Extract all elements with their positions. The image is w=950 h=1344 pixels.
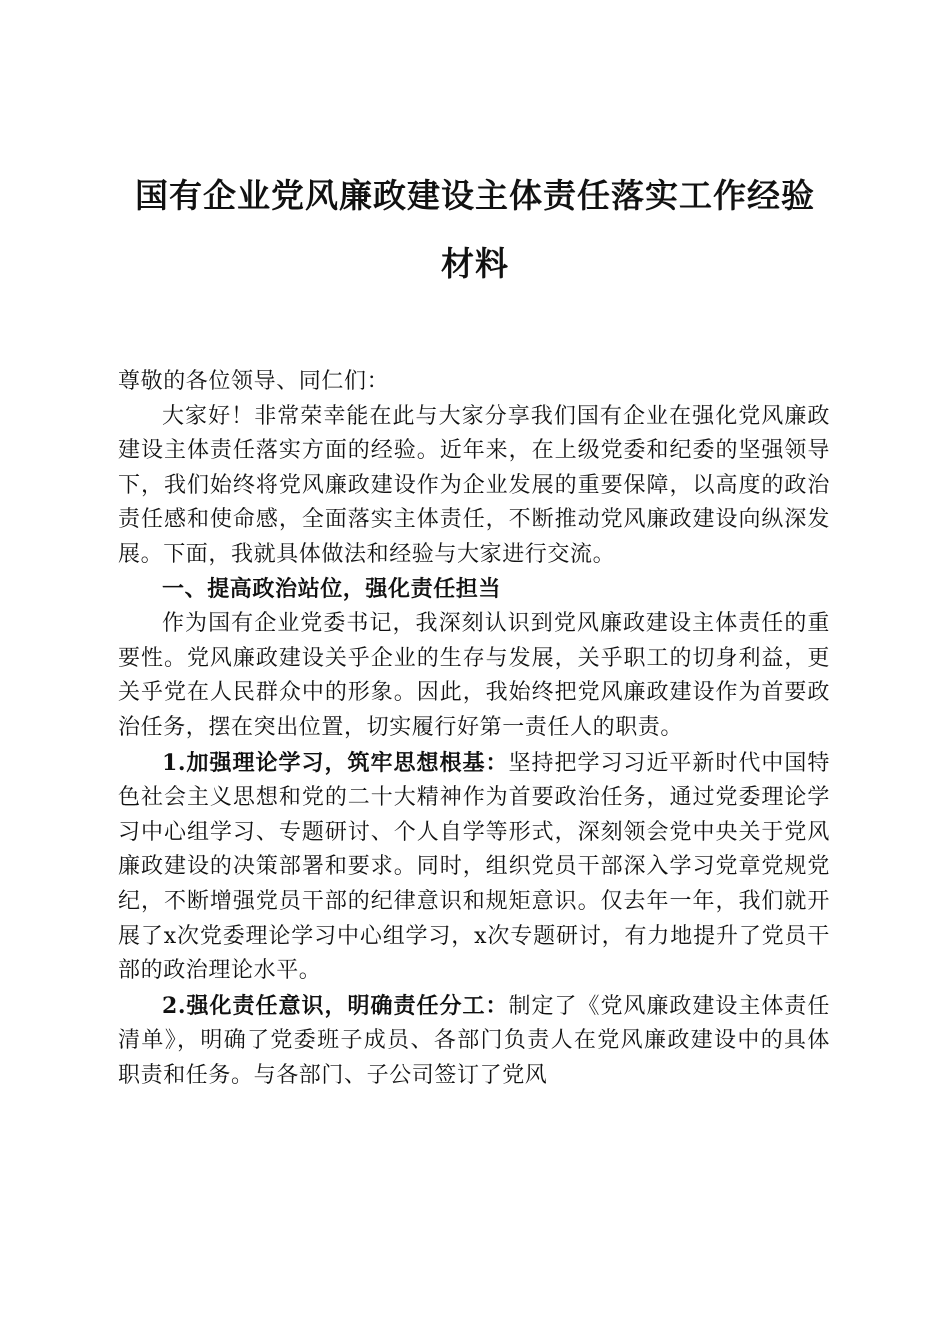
item-1-body: 坚持把学习习近平新时代中国特色社会主义思想和党的二十大精神作为首要政治任务，通过党委理论学习中心组学习、专题研讨、个人自学等形式，深刻领会党中央关于党风廉政建设的决策部署和要求。同时，组织党员干部深入学习党章党规党纪，不断增强党员干部的纪律意识和规矩意识。仅去年一年，我们就开展了x次党委理论学习中心组学习，x次专题研讨，有力地提升了党员干部的政治理论水平。 <box>118 750 830 984</box>
item-1-lead: 1.加强理论学习，筑牢思想根基： <box>162 749 509 776</box>
section-1-heading: 一、提高政治站位，强化责任担当 <box>162 576 502 602</box>
document-title-line-1: 国有企业党风廉政建设主体责任落实工作经验 <box>135 176 815 215</box>
item-2-lead: 2.强化责任意识，明确责任分工： <box>162 992 509 1019</box>
item-2-body: 制定了《党风廉政建设主体责任清单》，明确了党委班子成员、各部门负责人在党风廉政建设中的具体职责和任务。与各部门、子公司签订了党风 <box>118 993 830 1088</box>
item-1-paragraph <box>118 746 830 989</box>
item-2-paragraph <box>118 989 830 1094</box>
intro-paragraph: 大家好！非常荣幸能在此与大家分享我们国有企业在强化党风廉政建设主体责任落实方面的经验。近年来，在上级党委和纪委的坚强领导下，我们始终将党风廉政建设作为企业发展的重要保障，以高度的政治责任感和使命感，全面落实主体责任，不断推动党风廉政建设向纵深发展。下面，我就具体做法和经验与大家进行交流。 <box>118 403 830 567</box>
document-title-line-2: 材料 <box>441 244 509 283</box>
salutation: 尊敬的各位领导、同仁们： <box>118 369 390 394</box>
document-body <box>118 365 830 1093</box>
section-1-paragraph: 作为国有企业党委书记，我深刻认识到党风廉政建设主体责任的重要性。党风廉政建设关乎企业的生存与发展，关乎职工的切身利益，更关乎党在人民群众中的形象。因此，我始终把党风廉政建设作为首要政治任务，摆在突出位置，切实履行好第一责任人的职责。 <box>118 611 830 740</box>
